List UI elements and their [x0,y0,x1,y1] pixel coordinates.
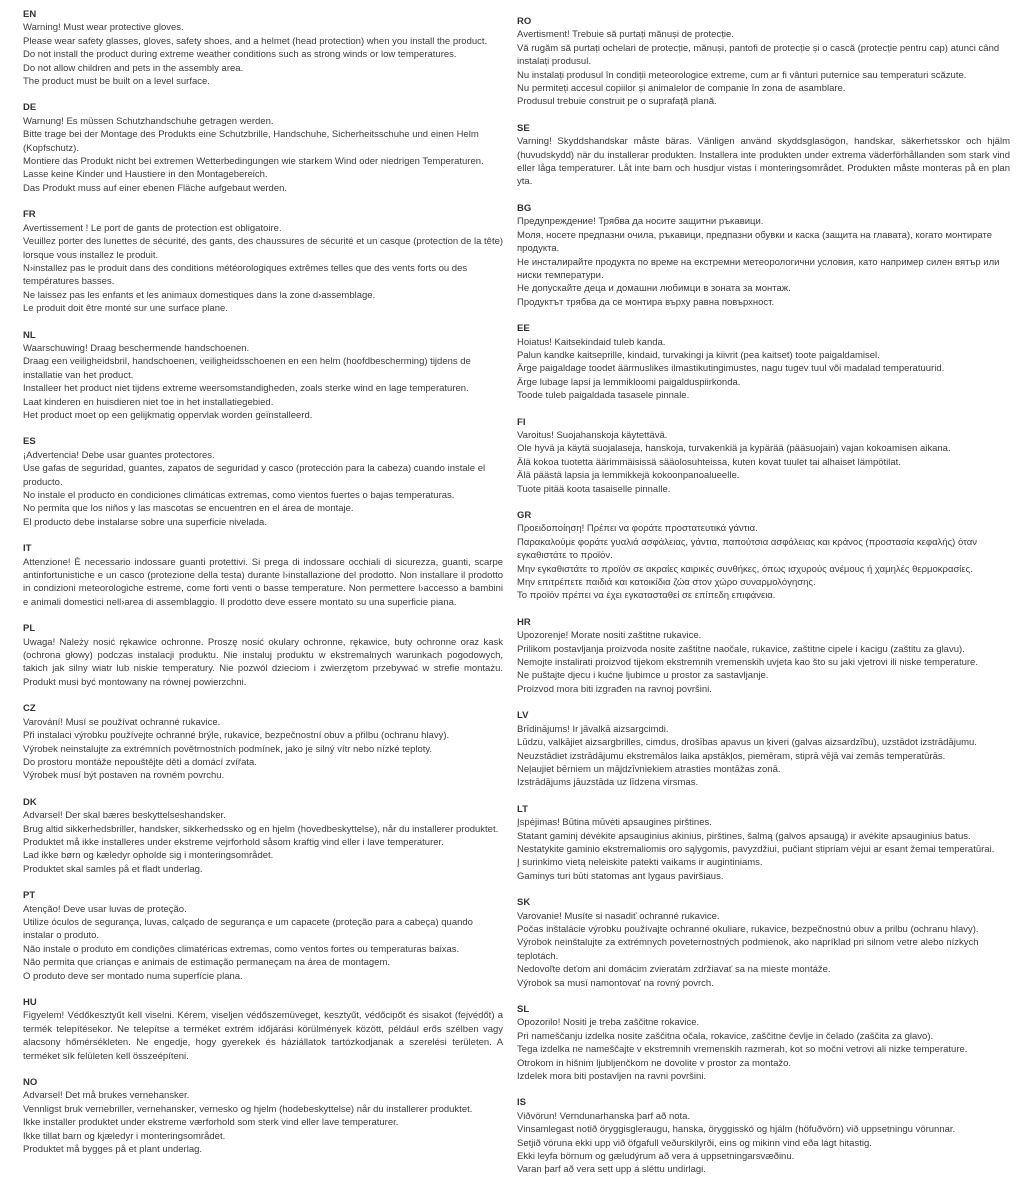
warning-line: Ole hyvä ja käytä suojalaseja, hanskoja, turvakenkiä ja kypärää (pääsuojain) vajan kokoamisen aikana. [517,443,951,455]
language-section-de [23,101,503,195]
warning-line: O produto deve ser montado numa superfície plana. [23,970,243,982]
warning-line: Utilize óculos de segurança, luvas, calçado de segurança e um capacete (proteção para a cabeça) quando instalar o produto. [23,916,473,942]
warning-line: Warnung! Es müssen Schutzhandschuhe getragen werden. [23,115,274,127]
language-section-dk [23,796,503,876]
language-section-es [23,435,503,529]
warning-line: Advarsel! Der skal bæres beskyttelseshandsker. [23,810,226,822]
warning-line: Montiere das Produkt nicht bei extremen Wetterbedingungen wie starkem Wind oder niedrigen Temperaturen. [23,156,484,168]
language-section-pl [23,622,503,689]
warning-line: Izdelek mora biti postavljen na ravni površini. [517,1071,707,1083]
warning-line: Produktet må ikke installeres under ekstreme vejrforhold såsom kraftig vind eller i lave temperaturer. [23,836,444,848]
warning-line: Warning! Must wear protective gloves. [23,22,184,34]
warning-line: Gaminys turi būti statomas ant lygaus paviršiaus. [517,870,724,882]
warning-line: Draag een veiligheidsbril, handschoenen, veiligheidsschoenen en een helm (hoofdbescherming) tijdens de installatie van het product. [23,356,471,381]
warning-line: Laat kinderen en huisdieren niet toe in het installatiegebied. [23,396,274,408]
language-code-label: NO [23,1077,38,1089]
warning-line: Opozorilo! Nositi je treba zaščitne rokavice. [517,1017,700,1029]
language-section-se [517,122,1010,189]
language-code-label: EE [517,323,530,335]
language-code-label: ES [23,436,36,448]
language-section-ee [517,322,1010,402]
warning-line: Hoiatus! Kaitsekindaid tuleb kanda. [517,336,666,348]
language-section-pt [23,889,503,983]
language-section-gr [517,509,1010,603]
language-code-label: HU [23,997,37,1008]
language-code-label: SL [517,1004,530,1015]
warning-line: Use gafas de seguridad, guantes, zapatos de seguridad y casco (protección para la cabeza) cuando instale el producto. [23,463,486,488]
language-code-label: DK [23,796,37,808]
warning-line: Ikke installer produktet under ekstreme værforhold som sterk vind eller lave temperaturer. [23,1117,399,1129]
warning-line: Izstrādājums jāuzstāda uz līdzena virsmas. [517,777,699,789]
language-section-sl [517,1003,1010,1083]
warning-line: Uwaga! Należy nosić rękawice ochronne. Proszę nosić okulary ochronne, rękawice, buty ochronne oraz kask (ochrona głowy) podczas instalacji produktu. Nie instaluj produktu w ekstremalnych warunkach pogodowych, takich jak silny wiatr lub niskie temperatury. Nie pozwól dzieciom i zwierzętom przebywać w strefie montażu. Produkt musi być montowany na równej powierzchni. [23,636,504,688]
warning-line: Attenzione! È necessario indossare guanti protettivi. Si prega di indossare occhiali di sicurezza, guanti, scarpe antinfortunistiche e un casco (protezione della testa) durante l›installazione del prodotto. Non installare il prodotto in condizioni meteorologiche estreme, come forti venti o basse temperature. Non permettere l›accesso a bambini e animali domestici nell›area di assemblaggio. Il prodotto deve essere montato su una superficie piana. [23,556,504,608]
warning-line: Não permita que crianças e animais de estimação permaneçam na área de montagem. [23,957,390,969]
language-section-en [23,8,503,88]
language-section-fi [517,416,1010,496]
warning-line: Please wear safety glasses, gloves, safety shoes, and a helmet (head protection) when you install the product. [23,35,488,47]
warning-line: Do prostoru montáže nepouštějte děti a domácí zvířata. [23,756,257,768]
warning-line: Neļaujiet bērniem un mājdzīvniekiem atrasties montāžas zonā. [517,763,781,775]
warning-line: Installeer het product niet tijdens extreme weersomstandigheden, zoals sterke wind en lage temperaturen. [23,383,469,395]
warning-line: Figyelem! Védőkesztyűt kell viselni. Kérem, viseljen védőszemüveget, kesztyűt, védőcipőt és sisakot (fejvédőt) a termék telepítésekor. Ne telepítse a terméket extrém időjárási körülmények között, például erős szélben vagy alacsony hőmérsékleten. Ne engedje, hogy gyerekek és háziállatok tartózkodjanak a szerelési területen. A terméket sík felületen kell összeépíteni. [23,1010,504,1062]
warning-line: Brīdinājums! Ir jāvalkā aizsargcimdi. [517,723,669,735]
warning-line: Palun kandke kaitseprille, kindaid, turvakingi ja kiivrit (pea kaitset) toote paigaldamisel. [517,349,880,361]
warning-line: Не инсталирайте продукта по време на екстремни метеорологични условия, като например силен вятър или ниски температури. [517,256,1000,281]
warning-line: Älä päästä lapsia ja lemmikkejä kokoonpanoalueelle. [517,470,740,482]
language-code-label: FR [23,209,36,221]
warning-line: Nu instalați produsul în condiții meteorologice extreme, cum ar fi vânturi puternice sau temperaturi scăzute. [517,69,967,81]
warning-line: Das Produkt muss auf einer ebenen Fläche aufgebaut werden. [23,182,288,194]
warning-line: Vinsamlegast notið öryggisgleraugu, hanska, öryggisskó og hjálm (höfuðvörn) við uppsetningu vörunnar. [517,1124,956,1136]
warning-line: Proizvod mora biti izgrađen na ravnoj površini. [517,683,712,695]
warning-line: Prilikom postavljanja proizvoda nosite zaštitne naočale, rukavice, zaštitne cipele i kacigu (zaštitu za glavu). [517,643,965,655]
warning-line: Produsul trebuie construit pe o suprafață plană. [517,96,717,108]
warning-line: Neuzstādiet izstrādājumu ekstremālos laika apstākļos, piemēram, stiprā vējā vai zemās temperatūrās. [517,750,946,762]
warning-line: Не допускайте деца и домашни любимци в зоната за монтаж. [517,283,791,295]
language-section-lt [517,803,1010,883]
language-section-is [517,1096,1010,1176]
warning-line: Ekki leyfa börnum og gæludýrum að vera á uppsetningarsvæðinu. [517,1151,795,1163]
warning-line: Tuote pitää koota tasaiselle pinnalle. [517,483,671,495]
language-section-sk [517,896,1010,990]
warning-line: Veuillez porter des lunettes de sécurité, des gants, des chaussures de sécurité et un casque (protection de la tête) lorsque vous installez le produit. [23,236,504,261]
warning-line: Vă rugăm să purtați ochelari de protecție, mănuși, pantofi de protecție și o cască (protecție pentru cap) atunci când instalați produsul. [517,42,1000,68]
warning-line: Varování! Musí se používat ochranné rukavice. [23,716,221,728]
warning-line: Vennligst bruk vernebriller, vernehansker, vernesko og hjelm (hodebeskyttelse) når du installerer produktet. [23,1103,473,1115]
language-section-cz [23,702,503,782]
language-code-label: RO [517,16,532,27]
warning-line: N›installez pas le produit dans des conditions météorologiques extrêmes telles que des vents forts ou des températures basses. [23,262,468,288]
warning-line: No permita que los niños y las mascotas se encuentren en el área de montaje. [23,503,354,515]
language-section-ro [517,15,1010,109]
warning-line: Upozorenje! Morate nositi zaštitne rukavice. [517,630,702,642]
warning-line: Do not allow children and pets in the assembly area. [23,62,244,74]
right-column [517,8,1010,1176]
language-code-label: IS [517,1097,527,1109]
language-code-label: CZ [23,703,36,715]
language-section-nl [23,329,503,423]
warning-line: Otrokom in hišnim ljubljenčkom ne dovolite v prostor za montažo. [517,1057,792,1069]
warning-line: Ne laissez pas les enfants et les animaux domestiques dans la zone d›assemblage. [23,289,376,301]
warning-line: Výrobok neinštalujte za extrémnych poveternostných podmienok, ako napríklad pri silnom vetre alebo nízkych teplotách. [517,937,979,962]
warning-line: Počas inštalácie výrobku používajte ochranné okuliare, rukavice, bezpečnostnú obuv a prilbu (ochranu hlavy). [517,923,979,935]
warning-line: Ikke tillat barn og kjæledyr i monteringsområdet. [23,1130,226,1142]
left-column [23,8,504,1156]
language-code-label: SK [517,897,531,909]
warning-line: Μην επιτρέπετε παιδιά και κατοικίδια ζώα στον χώρο συναρμολόγησης. [517,577,816,589]
warning-line: Įspėjimas! Būtina mūvėti apsaugines pirštines. [517,817,712,829]
warning-line: Varoitus! Suojahanskoja käytettävä. [517,429,668,441]
warning-line: Avertisment! Trebuie să purtați mănuși de protecție. [517,29,734,41]
warning-line: Į surinkimo vietą neleiskite patekti vaikams ir augintiniams. [517,857,763,869]
warning-line: Älä kokoa tuotetta äärimmäisissä sääolosuhteissa, kuten kovat tuulet tai alhaiset lämpötilat. [517,456,901,468]
warning-line: Setjið vöruna ekki upp við öfgafull veðurskilyrði, eins og mikinn vind eða lágt hitastig. [517,1137,872,1149]
language-section-bg [517,202,1010,309]
warning-line: Výrobok sa musí namontovať na rovný povrch. [517,977,714,989]
language-code-label: HR [517,616,531,628]
warning-line: Produktet må bygges på et plant underlag. [23,1144,203,1156]
warning-line: Advarsel! Det må brukes vernehansker. [23,1090,190,1102]
language-section-it [23,542,503,609]
language-code-label: DE [23,102,37,114]
warning-line: Παρακαλούμε φοράτε γυαλιά ασφάλειας, γάντια, παπούτσια ασφάλειας και κράνος (προστασία κεφαλής) όταν εγκαθιστάτε το προϊόν. [517,536,977,562]
warning-line: Produktet skal samles på et fladt underlag. [23,863,203,875]
warning-line: Nu permiteți accesul copiilor și animalelor de companie în zona de asamblare. [517,83,846,95]
warning-line: Lūdzu, valkājiet aizsargbrilles, cimdus, drošības apavus un ķiveri (galvas aizsardzību), uzstādot izstrādājumu. [517,737,977,749]
warning-line: Atenção! Deve usar luvas de proteção. [23,903,187,915]
warning-line: Pri nameščanju izdelka nosite zaščitna očala, rokavice, zaščitne čevlje in čelado (zaščita za glavo). [517,1030,934,1042]
language-section-fr [23,208,503,315]
warning-line: Viðvörun! Verndunarhanska þarf að nota. [517,1110,691,1122]
warning-line: Při instalaci výrobku používejte ochranné brýle, rukavice, bezpečnostní obuv a přilbu (ochranu hlavy). [23,730,450,742]
warning-line: Waarschuwing! Draag beschermende handschoenen. [23,342,250,354]
warning-line: Nedovoľte deťom ani domácim zvieratám zdržiavať sa na mieste montáže. [517,964,831,976]
warning-line: Het product moet op een gelijkmatig oppervlak worden geïnstalleerd. [23,409,313,421]
warning-line: Предупреждение! Трябва да носите защитни ръкавици. [517,216,764,228]
language-code-label: BG [517,202,532,214]
language-section-no [23,1076,503,1156]
warning-line: Το προϊόν πρέπει να έχει εγκατασταθεί σε επίπεδη επιφάνεια. [517,590,776,602]
language-code-label: LV [517,710,529,722]
warning-line: Bitte trage bei der Montage des Produkts eine Schutzbrille, Handschuhe, Sicherheitsschuhe und einen Helm (Kopfschutz). [23,129,479,154]
warning-line: Ärge lubage lapsi ja lemmikloomi paigalduspiirkonda. [517,376,741,388]
language-code-label: FI [517,416,526,428]
warning-line: Varovanie! Musíte si nasadiť ochranné rukavice. [517,910,720,922]
language-code-label: PL [23,623,36,635]
warning-line: Výrobek musí být postaven na rovném povrchu. [23,770,225,782]
language-code-label: NL [23,329,36,341]
warning-line: Προειδοποίηση! Πρέπει να φοράτε προστατευτικά γάντια. [517,523,758,535]
warning-line: Brug altid sikkerhedsbriller, handsker, sikkerhedssko og en hjelm (hovedbeskyttelse), når du installerer produktet. [23,823,499,835]
warning-line: No instale el producto en condiciones climáticas extremas, como vientos fuertes o bajas temperaturas. [23,490,455,501]
warning-line: Lasse keine Kinder und Haustiere in den Montagebereich. [23,169,268,181]
warning-line: Μην εγκαθιστάτε το προϊόν σε ακραίες καιρικές συνθήκες, όπως ισχυρούς ανέμους ή χαμηλές θερμοκρασίες. [517,563,973,575]
warning-line: Avertissement ! Le port de gants de protection est obligatoire. [23,222,282,234]
language-code-label: LT [517,803,528,815]
warning-line: Nemojte instalirati proizvod tijekom ekstremnih vremenskih uvjeta kao što su jaki vjetrovi ili niske temperature. [517,657,978,669]
warning-line: Statant gaminį dėvėkite apsauginius akinius, pirštines, šalmą (galvos apsaugą) ir avėkite apsauginius batus. [517,830,971,842]
language-code-label: SE [517,122,530,134]
warning-line: Ärge paigaldage toodet äärmuslikes ilmastikutingimustes, nagu tugev tuul või madalad temperatuurid. [517,363,945,375]
warning-line: Varning! Skyddshandskar måste bäras. Vänligen använd skyddsglasögon, handskar, säkerhetsskor och hjälm (huvudskydd) när du installerar produkten. Installera inte produkten under extrema väderförhållanden som stark vind eller låga temperaturer. Låt inte barn och husdjur vistas i monteringsområdet. Produkten måste monteras på en plan yta. [517,136,1010,188]
warning-line: Продуктът трябва да се монтира върху равна повърхност. [517,296,775,308]
warning-line: Le produit doit être monté sur une surface plane. [23,303,228,315]
warning-line: Ne puštajte djecu i kućne ljubimce u prostor za sastavljanje. [517,670,769,682]
warning-line: Toode tuleb paigaldada tasasele pinnale. [517,390,690,402]
language-code-label: GR [517,510,532,521]
warning-line: Výrobek neinstalujte za extrémních povětrnostních podmínek, jako je silný vítr nebo nízké teploty. [23,743,433,755]
warning-line: The product must be built on a level surface. [23,76,210,88]
language-code-label: IT [23,543,32,555]
warning-line: Do not install the product during extreme weather conditions such as strong winds or low temperatures. [23,49,457,61]
warning-line: Não instale o produto em condições climatéricas extremas, como ventos fortes ou temperaturas baixas. [23,943,460,955]
language-section-hr [517,616,1010,696]
warning-line: El producto debe instalarse sobre una superficie nivelada. [23,516,267,528]
language-section-lv [517,709,1010,789]
warning-line: Tega izdelka ne nameščajte v ekstremnih vremenskih razmerah, kot so močni vetrovi ali nizke temperature. [517,1044,968,1056]
language-section-hu [23,996,503,1063]
warning-line: ¡Advertencia! Debe usar guantes protectores. [23,449,215,461]
warning-line: Nestatykite gaminio ekstremaliomis oro sąlygomis, pavyzdžiui, pučiant stipriam vėjui ar esant žemai temperatūrai. [517,843,995,855]
language-code-label: PT [23,890,36,902]
language-code-label: EN [23,9,37,20]
warning-line: Lad ikke børn og kæledyr opholde sig i monteringsområdet. [23,850,274,862]
warning-line: Varan þarf að vera sett upp á sléttu undirlagi. [517,1164,706,1176]
warning-line: Моля, носете предпазни очила, ръкавици, предпазни обувки и каска (защита на главата), когато монтирате продукта. [517,229,993,255]
